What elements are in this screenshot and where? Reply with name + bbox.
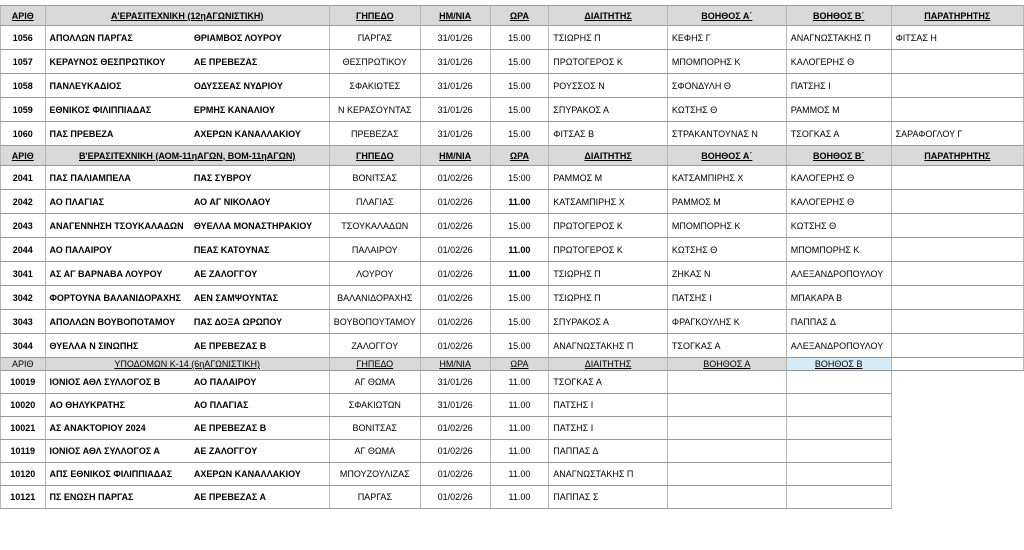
match-time: 11.00 — [490, 486, 549, 509]
observer — [891, 74, 1023, 98]
header-date: ΗΜ/ΝΙΑ — [420, 358, 490, 371]
match-time: 11.00 — [490, 371, 549, 394]
match-time: 15.00 — [490, 74, 549, 98]
header-number: ΑΡΙΘ — [1, 358, 46, 371]
venue: ΣΦΑΚΙΩΤΩΝ — [329, 394, 420, 417]
header-competition: Β'ΕΡΑΣΙΤΕΧΝΙΚΗ (ΑΟΜ-11ηΑΓΩΝ, ΒΟΜ-11ηΑΓΩΝ) — [45, 146, 329, 166]
away-team: ΘΡΙΑΜΒΟΣ ΛΟΥΡΟΥ — [190, 26, 329, 50]
observer — [891, 334, 1023, 358]
match-number: 10119 — [1, 440, 46, 463]
home-team: ΠΣ ΕΝΩΣΗ ΠΑΡΓΑΣ — [45, 486, 190, 509]
assistant-b: ΚΑΛΟΓΕΡΗΣ Θ — [786, 166, 891, 190]
empty-cell — [891, 394, 1023, 417]
table-row — [1, 394, 1024, 417]
venue: ΖΑΛΟΓΓΟΥ — [329, 334, 420, 358]
header-assistant-a: ΒΟΗΘΟΣ Α΄ — [667, 146, 786, 166]
match-number: 3044 — [1, 334, 46, 358]
observer — [891, 50, 1023, 74]
match-time: 11.00 — [490, 262, 549, 286]
header-observer: ΠΑΡΑΤΗΡΗΤΗΣ — [891, 6, 1023, 26]
match-date: 31/01/26 — [420, 371, 490, 394]
referee: ΠΑΠΠΑΣ Δ — [549, 440, 668, 463]
table-row — [1, 98, 1024, 122]
match-time: 11.00 — [490, 238, 549, 262]
assistant-a — [667, 463, 786, 486]
match-time: 15.00 — [490, 334, 549, 358]
assistant-a: ΚΕΦΗΣ Γ — [667, 26, 786, 50]
assistant-b: ΑΛΕΞΑΝΔΡΟΠΟΥΛΟΥ — [786, 262, 891, 286]
schedule-table — [0, 5, 1024, 509]
assistant-b: ΠΑΤΣΗΣ Ι — [786, 74, 891, 98]
venue: ΠΑΡΓΑΣ — [329, 26, 420, 50]
assistant-a: ΡΑΜΜΟΣ Μ — [667, 190, 786, 214]
match-date: 01/02/26 — [420, 310, 490, 334]
assistant-a: ΠΑΤΣΗΣ Ι — [667, 286, 786, 310]
home-team: ΑΟ ΠΛΑΓΙΑΣ — [45, 190, 190, 214]
assistant-a: ΜΠΟΜΠΟΡΗΣ Κ — [667, 50, 786, 74]
venue: Ν ΚΕΡΑΣΟΥΝΤΑΣ — [329, 98, 420, 122]
away-team: ΑΕ ΠΡΕΒΕΖΑΣ Α — [190, 486, 329, 509]
referee: ΡΑΜΜΟΣ Μ — [549, 166, 668, 190]
header-time: ΩΡΑ — [490, 146, 549, 166]
match-date: 01/02/26 — [420, 262, 490, 286]
empty-cell — [891, 486, 1023, 509]
header-venue: ΓΗΠΕΔΟ — [329, 6, 420, 26]
assistant-b: ΚΩΤΣΗΣ Θ — [786, 214, 891, 238]
match-number: 10021 — [1, 417, 46, 440]
assistant-a: ΤΣΟΓΚΑΣ Α — [667, 334, 786, 358]
assistant-a: ΚΩΤΣΗΣ Θ — [667, 238, 786, 262]
header-assistant-a: ΒΟΗΘΟΣ Α΄ — [667, 6, 786, 26]
referee: ΦΙΤΣΑΣ Β — [549, 122, 668, 146]
home-team: ΑΠΣ ΕΘΝΙΚΟΣ ΦΙΛΙΠΠΙΑΔΑΣ — [45, 463, 190, 486]
venue: ΠΡΕΒΕΖΑΣ — [329, 122, 420, 146]
venue: ΒΟΝΙΤΣΑΣ — [329, 166, 420, 190]
match-time: 15.00 — [490, 122, 549, 146]
table-row — [1, 166, 1024, 190]
away-team: ΕΡΜΗΣ ΚΑΝΑΛΙΟΥ — [190, 98, 329, 122]
table-row — [1, 50, 1024, 74]
table-row — [1, 310, 1024, 334]
match-date: 01/02/26 — [420, 486, 490, 509]
header-number: ΑΡΙΘ — [1, 146, 46, 166]
home-team: ΦΟΡΤΟΥΝΑ ΒΑΛΑΝΙΔΟΡΑΧΗΣ — [45, 286, 190, 310]
assistant-b — [786, 486, 891, 509]
match-number: 1059 — [1, 98, 46, 122]
match-date: 31/01/26 — [420, 122, 490, 146]
referee: ΠΡΩΤΟΓΕΡΟΣ Κ — [549, 214, 668, 238]
match-time: 15:00 — [490, 166, 549, 190]
match-time: 11.00 — [490, 394, 549, 417]
referee: ΠΑΤΣΗΣ Ι — [549, 394, 668, 417]
match-number: 1056 — [1, 26, 46, 50]
away-team: ΑΧΕΡΩΝ ΚΑΝΑΛΛΑΚΙΟΥ — [190, 463, 329, 486]
home-team: ΘΥΕΛΛΑ Ν ΣΙΝΩΠΗΣ — [45, 334, 190, 358]
header-venue: ΓΗΠΕΔΟ — [329, 146, 420, 166]
venue: ΑΓ ΘΩΜΑ — [329, 371, 420, 394]
header-referee: ΔΙΑΙΤΗΤΗΣ — [549, 146, 668, 166]
table-row — [1, 214, 1024, 238]
header-blank-cell — [891, 358, 1023, 371]
away-team: ΟΔΥΣΣΕΑΣ ΝΥΔΡΙΟΥ — [190, 74, 329, 98]
match-date: 01/02/26 — [420, 417, 490, 440]
match-date: 01/02/26 — [420, 463, 490, 486]
observer — [891, 262, 1023, 286]
match-number: 2041 — [1, 166, 46, 190]
match-number: 10120 — [1, 463, 46, 486]
venue: ΠΛΑΓΙΑΣ — [329, 190, 420, 214]
venue: ΒΑΛΑΝΙΔΟΡΑΧΗΣ — [329, 286, 420, 310]
assistant-b: ΜΠΟΜΠΟΡΗΣ Κ — [786, 238, 891, 262]
assistant-b: ΜΠΑΚΑΡΑ Β — [786, 286, 891, 310]
assistant-a — [667, 440, 786, 463]
match-number: 10020 — [1, 394, 46, 417]
match-time: 15.00 — [490, 98, 549, 122]
table-row — [1, 440, 1024, 463]
home-team: ΑΣ ΑΝΑΚΤΟΡΙΟΥ 2024 — [45, 417, 190, 440]
assistant-a: ΜΠΟΜΠΟΡΗΣ Κ — [667, 214, 786, 238]
table-row — [1, 417, 1024, 440]
referee: ΠΡΩΤΟΓΕΡΟΣ Κ — [549, 238, 668, 262]
assistant-a: ΚΑΤΣΑΜΠΙΡΗΣ Χ — [667, 166, 786, 190]
referee: ΣΠΥΡΑΚΟΣ Α — [549, 310, 668, 334]
match-date: 01/02/26 — [420, 286, 490, 310]
venue: ΑΓ ΘΩΜΑ — [329, 440, 420, 463]
match-date: 01/02/26 — [420, 166, 490, 190]
venue: ΛΟΥΡΟΥ — [329, 262, 420, 286]
venue: ΜΠΟΥΖΟΥΛΙΖΑΣ — [329, 463, 420, 486]
header-time: ΩΡΑ — [490, 358, 549, 371]
table-row — [1, 262, 1024, 286]
home-team: ΠΑΣ ΠΡΕΒΕΖΑ — [45, 122, 190, 146]
table-row — [1, 74, 1024, 98]
header-number: ΑΡΙΘ — [1, 6, 46, 26]
assistant-a — [667, 394, 786, 417]
assistant-b: ΤΣΟΓΚΑΣ Α — [786, 122, 891, 146]
away-team: ΑΕ ΠΡΕΒΕΖΑΣ — [190, 50, 329, 74]
assistant-a: ΦΡΑΓΚΟΥΛΗΣ Κ — [667, 310, 786, 334]
section-header-row — [1, 146, 1024, 166]
match-number: 1060 — [1, 122, 46, 146]
match-time: 15.00 — [490, 50, 549, 74]
assistant-a: ΚΩΤΣΗΣ Θ — [667, 98, 786, 122]
referee: ΤΣΙΩΡΗΣ Π — [549, 26, 668, 50]
away-team: ΑΟ ΑΓ ΝΙΚΟΛΑΟΥ — [190, 190, 329, 214]
observer: ΣΑΡΑΦΟΓΛΟΥ Γ — [891, 122, 1023, 146]
table-row — [1, 190, 1024, 214]
assistant-a — [667, 486, 786, 509]
home-team: ΑΠΟΛΛΩΝ ΒΟΥΒΟΠΟΤΑΜΟΥ — [45, 310, 190, 334]
venue: ΠΑΡΓΑΣ — [329, 486, 420, 509]
match-date: 01/02/26 — [420, 214, 490, 238]
match-number: 2044 — [1, 238, 46, 262]
referee: ΤΣΙΩΡΗΣ Π — [549, 286, 668, 310]
venue: ΤΣΟΥΚΑΛΑΔΩΝ — [329, 214, 420, 238]
observer — [891, 238, 1023, 262]
assistant-a: ΣΤΡΑΚΑΝΤΟΥΝΑΣ Ν — [667, 122, 786, 146]
table-row — [1, 371, 1024, 394]
match-number: 3042 — [1, 286, 46, 310]
away-team: ΑΟ ΠΛΑΓΙΑΣ — [190, 394, 329, 417]
home-team: ΠΑΝΛΕΥΚΑΔΙΟΣ — [45, 74, 190, 98]
match-date: 31/01/26 — [420, 98, 490, 122]
away-team: ΑΕ ΠΡΕΒΕΖΑΣ Β — [190, 334, 329, 358]
away-team: ΠΑΣ ΔΟΞΑ ΩΡΩΠΟΥ — [190, 310, 329, 334]
match-date: 01/02/26 — [420, 238, 490, 262]
referee: ΚΑΤΣΑΜΠΙΡΗΣ Χ — [549, 190, 668, 214]
match-time: 11.00 — [490, 463, 549, 486]
away-team: ΑΕ ΖΑΛΟΓΓΟΥ — [190, 262, 329, 286]
venue: ΒΟΝΙΤΣΑΣ — [329, 417, 420, 440]
empty-cell — [891, 440, 1023, 463]
match-time: 11.00 — [490, 417, 549, 440]
assistant-b — [786, 463, 891, 486]
header-assistant-a: ΒΟΗΘΟΣ Α — [667, 358, 786, 371]
header-assistant-b: ΒΟΗΘΟΣ Β΄ — [786, 6, 891, 26]
assistant-b: ΑΝΑΓΝΩΣΤΑΚΗΣ Π — [786, 26, 891, 50]
match-number: 1058 — [1, 74, 46, 98]
table-row — [1, 122, 1024, 146]
match-date: 01/02/26 — [420, 440, 490, 463]
referee: ΣΠΥΡΑΚΟΣ Α — [549, 98, 668, 122]
assistant-b — [786, 417, 891, 440]
home-team: ΑΣ ΑΓ ΒΑΡΝΑΒΑ ΛΟΥΡΟΥ — [45, 262, 190, 286]
home-team: ΙΟΝΙΟΣ ΑΘΛ ΣΥΛΛΟΓΟΣ Α — [45, 440, 190, 463]
away-team: ΑΕΝ ΣΑΜΨΟΥΝΤΑΣ — [190, 286, 329, 310]
home-team: ΕΘΝΙΚΟΣ ΦΙΛΙΠΠΙΑΔΑΣ — [45, 98, 190, 122]
match-number: 1057 — [1, 50, 46, 74]
header-venue: ΓΗΠΕΔΟ — [329, 358, 420, 371]
assistant-a — [667, 371, 786, 394]
referee: ΤΣΙΩΡΗΣ Π — [549, 262, 668, 286]
referee: ΠΑΤΣΗΣ Ι — [549, 417, 668, 440]
assistant-b — [786, 371, 891, 394]
match-number: 3041 — [1, 262, 46, 286]
away-team: ΑΕ ΖΑΛΟΓΓΟΥ — [190, 440, 329, 463]
table-row — [1, 26, 1024, 50]
header-time: ΩΡΑ — [490, 6, 549, 26]
assistant-a: ΣΦΟΝΔΥΛΗ Θ — [667, 74, 786, 98]
match-time: 15.00 — [490, 286, 549, 310]
away-team: ΘΥΕΛΛΑ ΜΟΝΑΣΤΗΡΑΚΙΟΥ — [190, 214, 329, 238]
home-team: ΚΕΡΑΥΝΟΣ ΘΕΣΠΡΩΤΙΚΟΥ — [45, 50, 190, 74]
table-row — [1, 238, 1024, 262]
venue: ΘΕΣΠΡΩΤΙΚΟΥ — [329, 50, 420, 74]
match-date: 31/01/26 — [420, 50, 490, 74]
empty-cell — [891, 463, 1023, 486]
observer — [891, 166, 1023, 190]
header-observer: ΠΑΡΑΤΗΡΗΤΗΣ — [891, 146, 1023, 166]
match-time: 11.00 — [490, 440, 549, 463]
header-competition: Α'ΕΡΑΣΙΤΕΧΝΙΚΗ (12ηΑΓΩΝΙΣΤΙΚΗ) — [45, 6, 329, 26]
away-team: ΑΕ ΠΡΕΒΕΖΑΣ Β — [190, 417, 329, 440]
table-row — [1, 463, 1024, 486]
away-team: ΠΑΣ ΣΥΒΡΟΥ — [190, 166, 329, 190]
away-team: ΑΧΕΡΩΝ ΚΑΝΑΛΛΑΚΙΟΥ — [190, 122, 329, 146]
assistant-b: ΠΑΠΠΑΣ Δ — [786, 310, 891, 334]
venue: ΣΦΑΚΙΩΤΕΣ — [329, 74, 420, 98]
observer — [891, 190, 1023, 214]
match-number: 2042 — [1, 190, 46, 214]
table-row — [1, 286, 1024, 310]
match-date: 01/02/26 — [420, 334, 490, 358]
referee: ΠΑΠΠΑΣ Σ — [549, 486, 668, 509]
home-team: ΑΟ ΘΗΛΥΚΡΑΤΗΣ — [45, 394, 190, 417]
referee: ΠΡΩΤΟΓΕΡΟΣ Κ — [549, 50, 668, 74]
section-header-row — [1, 358, 1024, 371]
observer — [891, 98, 1023, 122]
assistant-b — [786, 440, 891, 463]
header-competition: ΥΠΟΔΟΜΩΝ Κ-14 (6ηΑΓΩΝΙΣΤΙΚΗ) — [45, 358, 329, 371]
section-header-row — [1, 6, 1024, 26]
match-time: 15.00 — [490, 26, 549, 50]
assistant-b: ΑΛΕΞΑΝΔΡΟΠΟΥΛΟΥ — [786, 334, 891, 358]
header-date: ΗΜ/ΝΙΑ — [420, 146, 490, 166]
observer — [891, 214, 1023, 238]
home-team: ΑΟ ΠΑΛΑΙΡΟΥ — [45, 238, 190, 262]
venue: ΒΟΥΒΟΠΟΥΤΑΜΟΥ — [329, 310, 420, 334]
match-date: 31/01/26 — [420, 74, 490, 98]
match-number: 10019 — [1, 371, 46, 394]
match-number: 2043 — [1, 214, 46, 238]
header-date: ΗΜ/ΝΙΑ — [420, 6, 490, 26]
header-referee: ΔΙΑΙΤΗΤΗΣ — [549, 6, 668, 26]
referee: ΤΣΟΓΚΑΣ Α — [549, 371, 668, 394]
assistant-b: ΡΑΜΜΟΣ Μ — [786, 98, 891, 122]
venue: ΠΑΛΑΙΡΟΥ — [329, 238, 420, 262]
match-time: 15.00 — [490, 214, 549, 238]
observer — [891, 310, 1023, 334]
home-team: ΑΠΟΛΛΩΝ ΠΑΡΓΑΣ — [45, 26, 190, 50]
referee: ΡΟΥΣΣΟΣ Ν — [549, 74, 668, 98]
assistant-b: ΚΑΛΟΓΕΡΗΣ Θ — [786, 190, 891, 214]
referee: ΑΝΑΓΝΩΣΤΑΚΗΣ Π — [549, 334, 668, 358]
header-assistant-b: ΒΟΗΘΟΣ Β΄ — [786, 146, 891, 166]
match-date: 31/01/26 — [420, 394, 490, 417]
assistant-a: ΖΗΚΑΣ Ν — [667, 262, 786, 286]
assistant-a — [667, 417, 786, 440]
home-team: ΙΟΝΙΟΣ ΑΘΛ ΣΥΛΛΟΓΟΣ Β — [45, 371, 190, 394]
observer: ΦΙΤΣΑΣ Η — [891, 26, 1023, 50]
referee: ΑΝΑΓΝΩΣΤΑΚΗΣ Π — [549, 463, 668, 486]
table-row — [1, 334, 1024, 358]
assistant-b: ΚΑΛΟΓΕΡΗΣ Θ — [786, 50, 891, 74]
match-number: 3043 — [1, 310, 46, 334]
match-time: 11.00 — [490, 190, 549, 214]
header-assistant-b: ΒΟΗΘΟΣ Β — [786, 358, 891, 371]
table-row — [1, 486, 1024, 509]
match-date: 31/01/26 — [420, 26, 490, 50]
match-time: 15.00 — [490, 310, 549, 334]
observer — [891, 286, 1023, 310]
assistant-b — [786, 394, 891, 417]
empty-cell — [891, 371, 1023, 394]
empty-cell — [891, 417, 1023, 440]
match-number: 10121 — [1, 486, 46, 509]
away-team: ΑΟ ΠΑΛΑΙΡΟΥ — [190, 371, 329, 394]
header-referee: ΔΙΑΙΤΗΤΗΣ — [549, 358, 668, 371]
away-team: ΠΕΑΣ ΚΑΤΟΥΝΑΣ — [190, 238, 329, 262]
home-team: ΠΑΣ ΠΑΛΙΑΜΠΕΛΑ — [45, 166, 190, 190]
match-date: 01/02/26 — [420, 190, 490, 214]
home-team: ΑΝΑΓΕΝΝΗΣΗ ΤΣΟΥΚΑΛΑΔΩΝ — [45, 214, 190, 238]
